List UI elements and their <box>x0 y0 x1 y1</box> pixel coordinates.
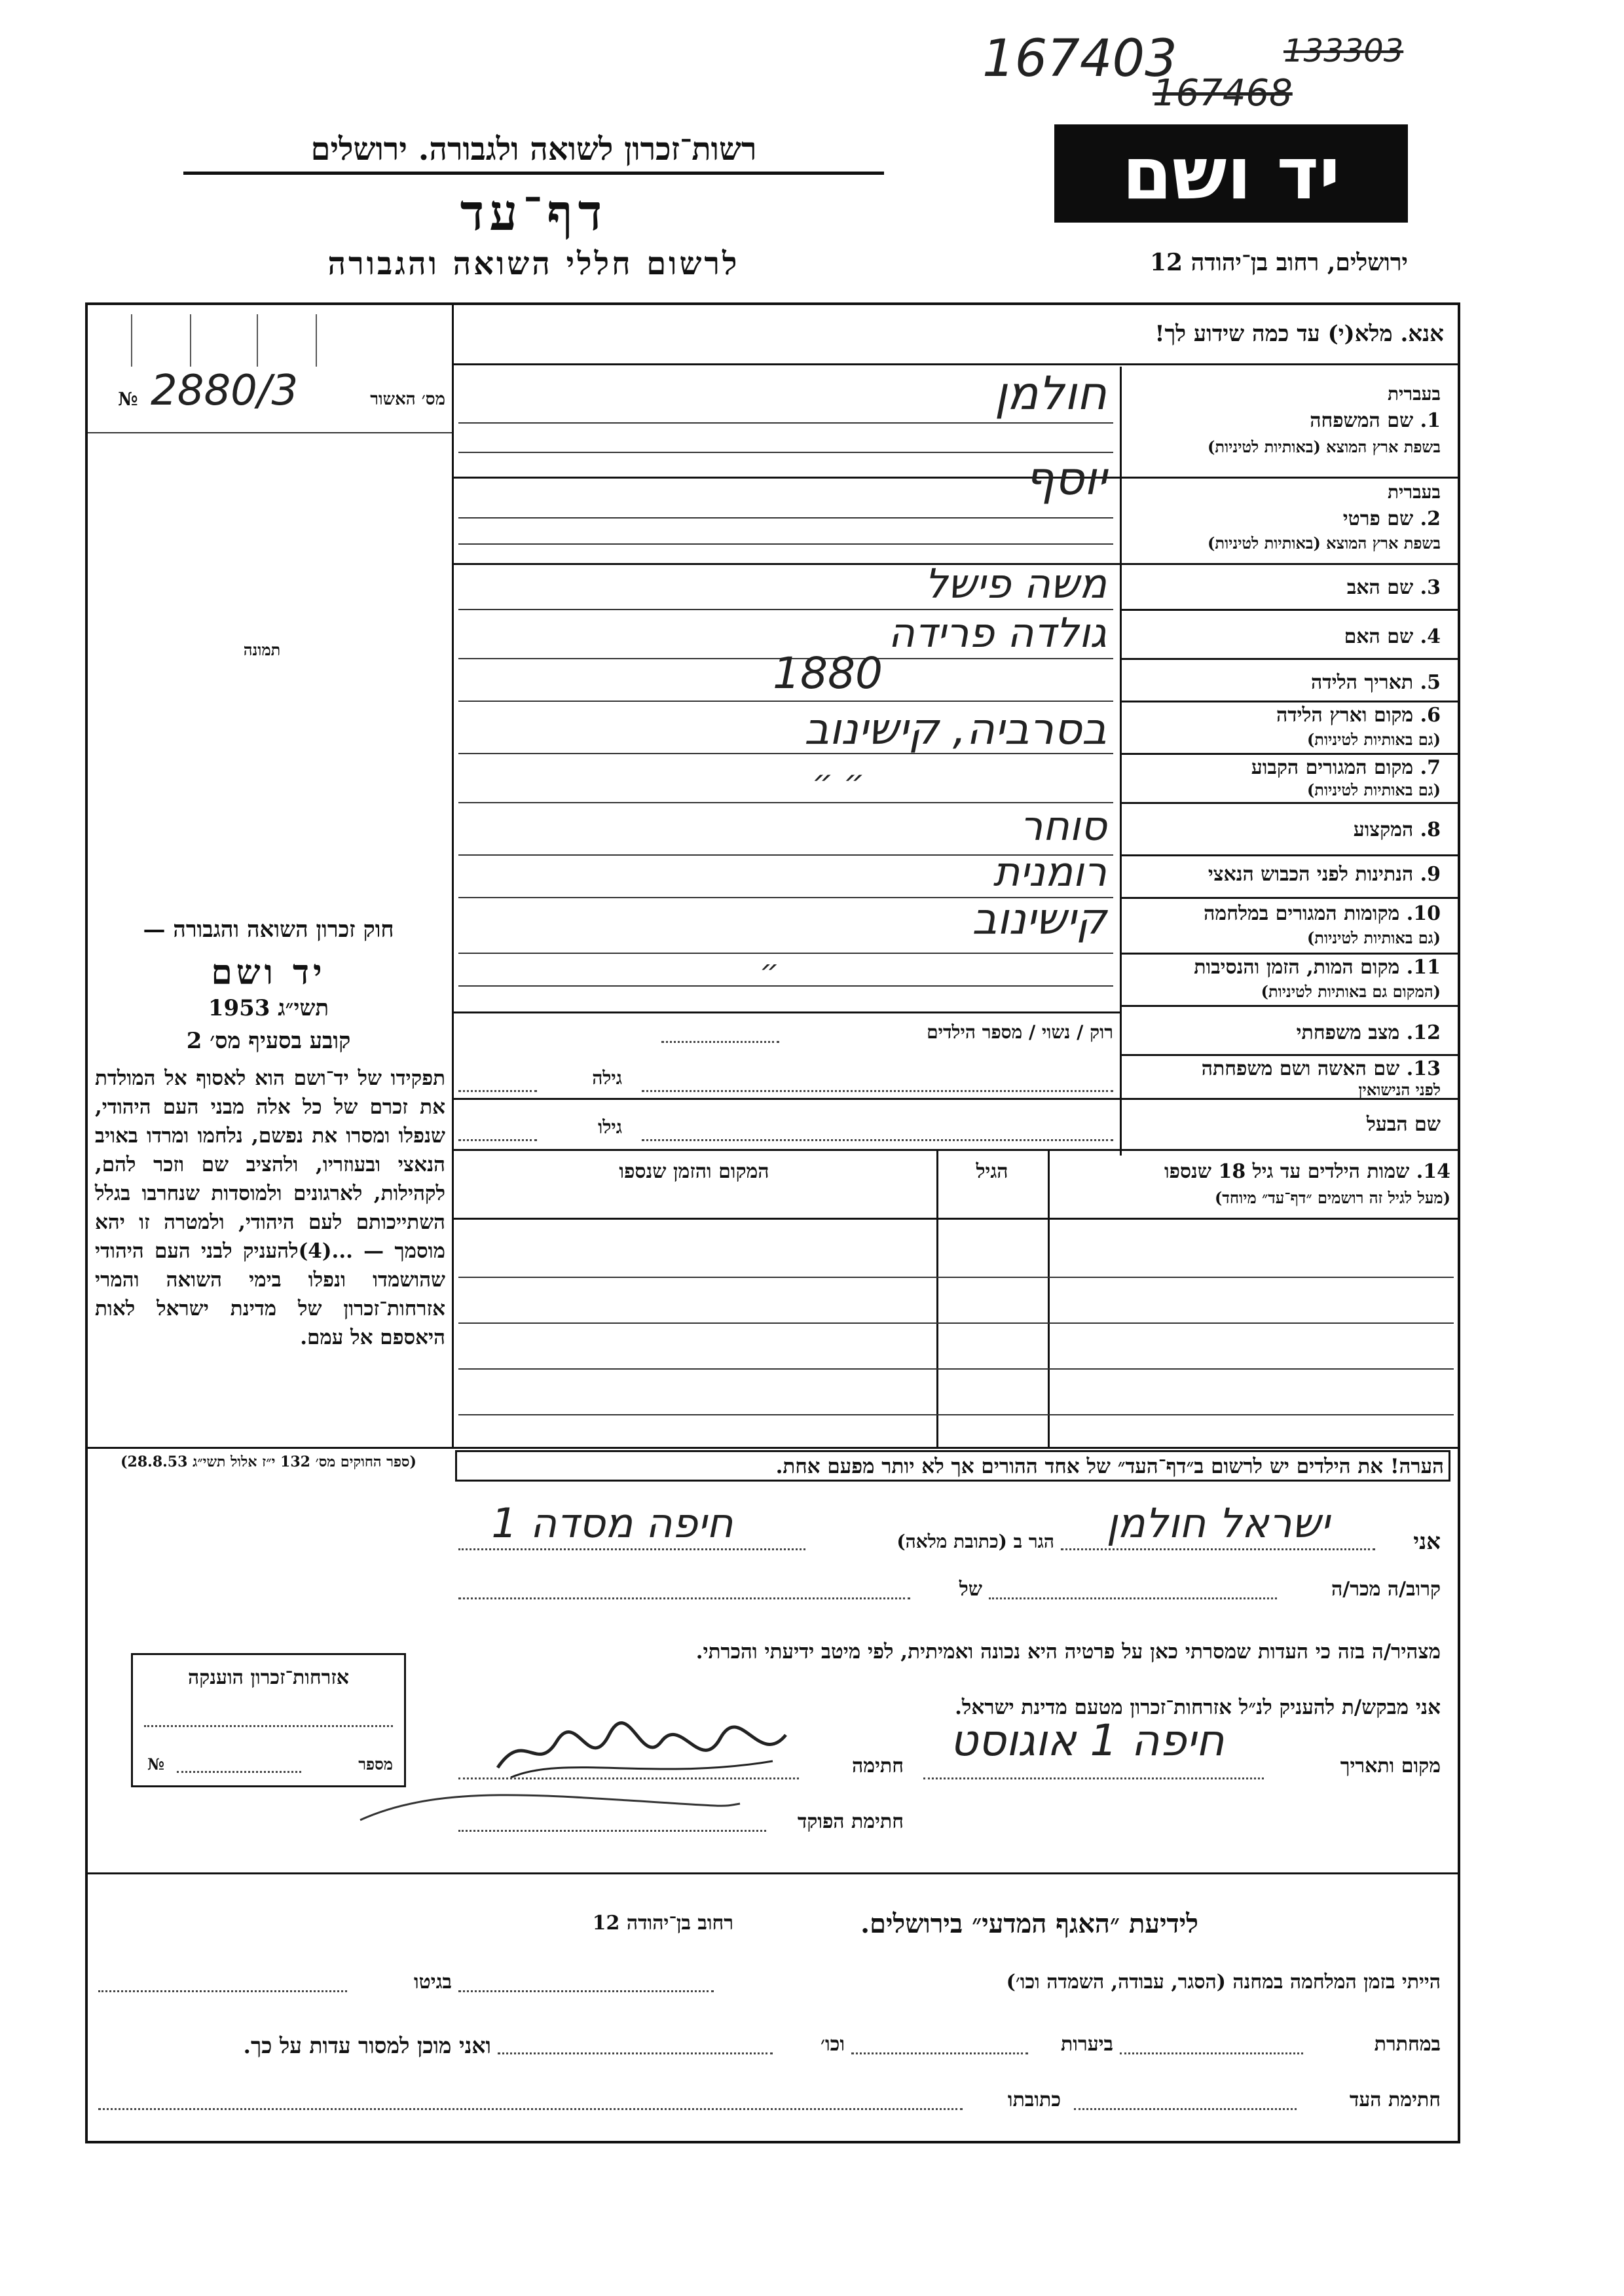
field-1-hebrew-tag: בעברית <box>1387 383 1441 405</box>
field-13-label <box>1126 1057 1441 1080</box>
field-11-label-text: מקום המות, הזמן והנסיבות <box>1194 956 1400 979</box>
signature-label: חתימה <box>852 1755 904 1777</box>
field-2-label-text: שם פרטי <box>1342 507 1414 530</box>
marital-options: רוק / נשוי / מספר הילדים <box>927 1021 1113 1043</box>
field-5-label-text: תאריך הלידה <box>1311 671 1414 694</box>
law-source: (ספר החוקים מס׳ 132 י״ז אלול תשי״ג 28.8.53) <box>120 1453 416 1470</box>
field-3-label-text: שם האב <box>1346 576 1414 599</box>
authority-name: רשות־זכרון לשואה ולגבורה. ירושלים <box>183 131 884 175</box>
field-9-label <box>1126 863 1441 886</box>
citizenship-no-symbol: № <box>147 1755 165 1774</box>
field-2-value: יוסף <box>1025 452 1107 505</box>
field-7-label <box>1126 756 1441 779</box>
field-2-number: 2. <box>1420 507 1441 530</box>
relative-label: קרוב/ה מכר/ה <box>1331 1578 1441 1601</box>
field-1-sub: בשפת ארץ המוצא (באותיות לטיניות) <box>1208 437 1441 456</box>
field-8-number: 8. <box>1420 818 1441 841</box>
citizenship-number-label: מספר <box>358 1755 393 1774</box>
field-4-value: גולדה פרידה <box>888 609 1107 657</box>
law-year: תשי״ג 1953 <box>208 995 329 1021</box>
law-section: קובע בסעיף מס׳ 2 <box>186 1028 351 1054</box>
footer-address-label: כתובתו <box>1007 2088 1061 2111</box>
citizenship-box-title: אזרחות־זכרון הוענקה <box>187 1666 350 1689</box>
field-6-label-text: מקום וארץ הלידה <box>1276 704 1414 727</box>
header-address: ירושלים, רחוב בן־יהודה 12 <box>1149 249 1408 276</box>
field-11-value: ״ <box>760 953 779 988</box>
field-4-label <box>1126 625 1441 648</box>
field-4-number: 4. <box>1420 625 1441 648</box>
footer-witness-signature-label: חתימת העד <box>1349 2088 1441 2111</box>
field-1-label-text: שם המשפחה <box>1310 409 1414 432</box>
footer-forests-label: ביערות <box>1060 2033 1113 2056</box>
intro-instruction: אנא. מלא(י) עד כמה שידוע לך! <box>1154 321 1444 347</box>
field-9-number: 9. <box>1420 863 1441 886</box>
declarant-address: חיפה מסדה 1 <box>491 1499 733 1547</box>
field-7-number: 7. <box>1420 756 1441 779</box>
field-6-sub: (גם באותיות לטיניות) <box>1306 730 1441 749</box>
children-title: 14. שמות הילדים עד גיל 18 שנספו <box>1164 1160 1450 1183</box>
form-title: דף־עד <box>460 183 608 242</box>
approval-no-symbol: № <box>118 388 138 410</box>
field-8-label <box>1126 818 1441 841</box>
wife-age-label: גילה <box>592 1067 622 1089</box>
field-12-label-text: מצב משפחתי <box>1296 1021 1400 1044</box>
footer-etc-label: וכו׳ <box>821 2033 845 2056</box>
field-10-label-text: מקומות המגורים במלחמה <box>1204 902 1400 925</box>
field-7-sub: (גם באותיות לטיניות) <box>1306 780 1441 799</box>
field-1-number: 1. <box>1420 409 1441 432</box>
field-2-label <box>1126 507 1441 530</box>
field-2-sub: בשפת ארץ המוצא (באותיות לטיניות) <box>1208 534 1441 553</box>
field-2-hebrew-tag: בעברית <box>1387 481 1441 503</box>
handwritten-record-number: 167403 <box>982 29 1177 88</box>
field-9-value: רומנית <box>993 848 1107 896</box>
children-sub: (מעל לגיל זה רושמים ״דף־עד״ מיוחד) <box>1214 1188 1450 1207</box>
field-6-label <box>1126 704 1441 727</box>
stray-pen-stroke <box>354 1781 747 1833</box>
field-8-value: סוחר <box>1020 802 1107 850</box>
declaration-text: מצהיר/ה בזה כי העדות שמסרתי כאן על פרטיה היא נכונה ואמיתית, לפי מיטב ידיעתי והכרתי. <box>695 1640 1441 1664</box>
field-6-number: 6. <box>1420 704 1441 727</box>
struck-record-number-2: 133303 <box>1283 33 1404 69</box>
field-13-number: 13. <box>1406 1057 1441 1080</box>
footer-camp-line: הייתי בזמן המלחמה במחנה (הסגר, עבודה, השמדה וכו׳) <box>1006 1971 1441 1994</box>
field-5-number: 5. <box>1420 671 1441 694</box>
declarant-ani: אני <box>1413 1529 1441 1555</box>
footer-ready-text: ואני מוכן למסור עדות על כך. <box>243 2033 491 2058</box>
field-3-number: 3. <box>1420 576 1441 599</box>
law-title: חוק זכרון השואה והגבורה — <box>143 917 394 943</box>
field-13-label-text: שם האשה ושם משפחתה <box>1201 1057 1400 1080</box>
field-3-label <box>1126 576 1441 599</box>
field-11-number: 11. <box>1406 956 1441 979</box>
note-text: הערה! את הילדים יש לרשום ב״דף־העד״ של אחד ההורים אך לא יותר מפעם אחת. <box>775 1455 1444 1478</box>
footer-address: רחוב בן־יהודה 12 <box>592 1912 733 1935</box>
field-1-label <box>1126 409 1441 432</box>
field-6-value: בסרביה, קישינוב <box>804 704 1107 754</box>
field-4-label-text: שם האם <box>1344 625 1414 648</box>
husband-label: שם הבעל <box>1366 1113 1441 1136</box>
declarant-address-label: הגר ב (כתובת מלאה) <box>896 1531 1054 1552</box>
declarant-signature <box>485 1715 799 1787</box>
field-5-value: 1880 <box>773 648 883 699</box>
struck-record-number: 167468 <box>1153 72 1293 115</box>
approval-label: מס׳ האשור <box>370 390 445 409</box>
field-11-sub: (המקום גם באותיות לטיניות) <box>1261 982 1441 1001</box>
children-age-header: הגיל <box>976 1160 1008 1183</box>
field-5-label <box>1126 671 1441 694</box>
footer-underground-label: במחתרת <box>1374 2033 1441 2056</box>
field-10-value: קישינוב <box>972 894 1107 944</box>
yad-vashem-logo: יד ושם <box>1054 124 1408 223</box>
husband-age-label: גילו <box>598 1116 622 1138</box>
law-body: תפקידו של יד־ושם הוא לאסוף אל המולדת את זכרם של כל אלה מבני העם היהודי, שנפלו ומסרו את נפשם, נלחמו ומרדו באויב הנאצי ובעוזריו, ולהציב שם וזכר להם, לקהילות, לארגונים ולמוסדות שנחרבו בגלל השתייכותם לעם היהודי, ולמטרה זו יהא מוסמך — ...(4)להעניק לבני העם היהודי שהושמדו ונפלו בימי השואה והמרי אזרחות־זכרון של מדינת ישראל לאות היאספם אל עמם. <box>95 1066 445 1349</box>
field-8-label-text: המקצוע <box>1353 818 1414 841</box>
field-12-number: 12. <box>1406 1021 1441 1044</box>
place-date-value: חיפה 1 אוגוסט <box>950 1715 1225 1766</box>
footer-ghetto-label: בגיטו <box>413 1971 452 1994</box>
declarant-name: ישראל חולמן <box>1106 1499 1330 1547</box>
field-10-label <box>1126 902 1441 925</box>
request-text: אני מבקש/ת להעניק לנ״ל אזרחות־זכרון מטעם מדינת ישראל. <box>955 1696 1441 1719</box>
field-1-value: חולמן <box>994 367 1107 420</box>
field-12-label <box>1126 1021 1441 1044</box>
approval-number: 2880/3 <box>151 367 299 415</box>
field-13-sub: לפני הנישואין <box>1358 1080 1441 1099</box>
field-9-label-text: הנתינות לפני הכבוש הנאצי <box>1208 863 1414 886</box>
officer-signature-label: חתימת הפוקד <box>797 1810 904 1833</box>
law-institution-name: יד ושם <box>211 953 326 993</box>
field-10-number: 10. <box>1406 902 1441 925</box>
place-date-label: מקום ותאריך <box>1340 1755 1441 1777</box>
footer-title: לידיעת ״האגף המדעי״ בירושלים. <box>860 1908 1198 1939</box>
field-7-label-text: מקום המגורים הקבוע <box>1251 756 1414 779</box>
field-11-label <box>1126 956 1441 979</box>
field-10-sub: (גם באותיות לטיניות) <box>1306 928 1441 947</box>
photo-placeholder-label: תמונה <box>243 640 281 659</box>
relative-of-label: של <box>959 1578 982 1601</box>
form-subtitle: לרשום חללי השואה והגבורה <box>327 246 740 282</box>
field-7-value: ״ ״ <box>812 763 865 801</box>
field-3-value: משה פישל <box>924 560 1107 608</box>
children-place-header: המקום והזמן שנספו <box>619 1160 769 1183</box>
